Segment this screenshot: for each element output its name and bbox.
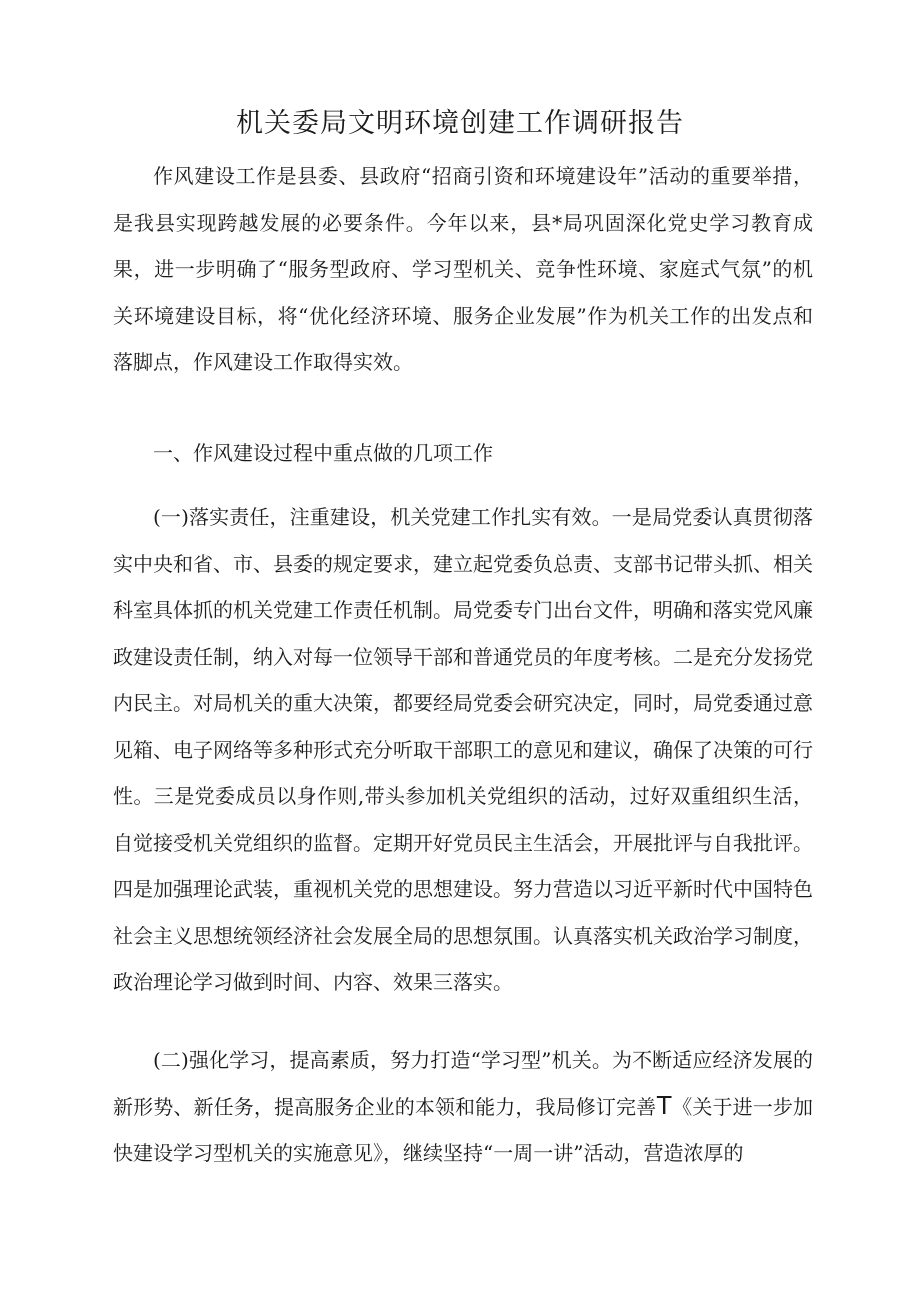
paragraph-1-block <box>113 494 813 1006</box>
section-heading: 一、作风建设过程中重点做的几项工作 <box>153 441 493 465</box>
section-heading-block <box>113 430 813 477</box>
paragraph-2-block <box>113 1037 813 1177</box>
intro-block <box>113 153 813 386</box>
paragraph-2 <box>113 1037 813 1177</box>
paragraph-2-part2: 《关于进一步加快建设学习型机关的实施意见》，继续坚持“一周一讲”活动，营造浓厚的 <box>113 1094 814 1165</box>
paragraph-1: (一)落实责任，注重建设，机关党建工作扎实有效。一是局党委认真贯彻落实中央和省、市、县委的规定要求，建立起党委负总责、支部书记带头抓、相关科室具体抓的机关党建工作责任机制。局党委专门出台文件，明确和落实党风廉政建设责任制，纳入对每一位领导干部和普通党员的年度考核。二是充分发扬党内民主。对局机关的重大决策，都要经局党委会研究决定，同时，局党委通过意见箱、电子网络等多种形式充分听取干部职工的意见和建议，确保了决策的可行性。三是党委成员以身作则,带头参加机关党组织的活动，过好双重组织生活，自觉接受机关党组织的监督。定期开好党员民主生活会，开展批评与自我批评。四是加强理论武装，重视机关党的思想建设。努力营造以习近平新时代中国特色社会主义思想统领经济社会发展全局的思想氛围。认真落实机关政治学习制度，政治理论学习做到时间、内容、效果三落实。 <box>113 505 813 994</box>
paragraph-2-mark: T <box>656 1089 673 1120</box>
paragraph-2-part1: (二)强化学习，提高素质，努力打造“学习型”机关。为不断适应经济发展的新形势、新任务，提高服务企业的本领和能力，我局修订完善 <box>113 1048 813 1119</box>
document-title: 机关委局文明环境创建工作调研报告 <box>236 108 684 139</box>
intro-paragraph: 作风建设工作是县委、县政府“招商引资和环境建设年”活动的重要举措，是我县实现跨越发展的必要条件。今年以来，县*局巩固深化党史学习教育成果，进一步明确了“服务型政府、学习型机关、竞争性环境、家庭式气氛”的机关环境建设目标，将“优化经济环境、服务企业发展”作为机关工作的出发点和落脚点，作风建设工作取得实效。 <box>113 164 813 374</box>
